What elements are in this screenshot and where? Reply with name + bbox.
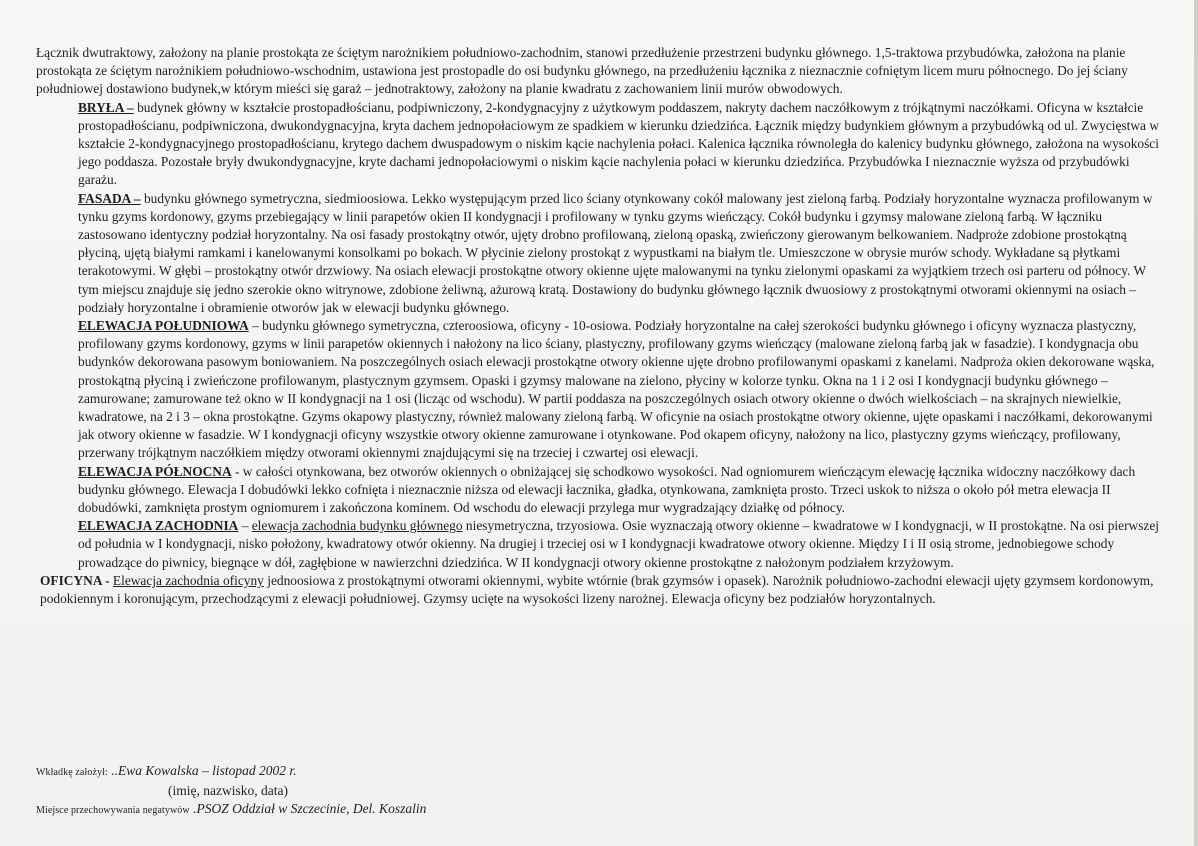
paragraph-oficyna [36,572,1164,608]
paragraph-elewacja-poludniowa [36,317,1164,463]
poludniowa-text: – budynku głównego symetryczna, czteroosiowa, oficyny - 10-osiowa. Podziały horyzontalne na całej szerokości budynku głównego i oficyny wyznacza plastyczny, profilowany gzyms kordonowy, gzyms w linii parapetów okiennych i nałożony na lico ściany, plastyczny, profilowany gzyms wieńczący (malowane zieloną farbą jak w fasadzie). I kondygnacja obu budynków dekorowana pasowym boniowaniem. Na poszczególnych osiach elewacji prostokątne otwory okienne ujęte drobno profilowanymi opaskami z kanelami. Nadproża okien dekorowane wąska, prostokątną płyciną i zwieńczone profilowanym, plastycznym gzymsem. Opaski i gzymsy malowane na zielono, płyciny w kolorze tynku. Okna na 1 i 2 osi I kondygnacji budynku głównego – zamurowane; zamurowane też okno w II kondygnacji na 1 osi (licząc od wschodu). W partii poddasza na poszczególnych osiach otwory okienne o dwóch wielkościach – na skrajnych niewielkie, kwadratowe, na 2 i 3 – okna prostokątne. Gzyms okapowy plastyczny, również malowany zieloną farbą. W oficynie na osiach prostokątne otwory okienne, ujęte opaskami i naczółkami, dekorowanymi jak otwory okienne w fasadzie. W I kondygnacji oficyny wszystkie otwory okienne zamurowane i otynkowane. Pod okapem oficyny, nałożony na lico, plastyczny gzyms wieńczący, profilowany, przerwany trójkątnym naczółkiem między otworami okiennymi znajdującymi się na trzeciej i czwartej osi elewacji. [78,318,1155,461]
zachodnia-underlined: elewacja zachodnia budynku głównego [251,518,463,534]
heading-elewacja-polnocna: ELEWACJA PÓŁNOCNA [78,463,232,479]
storage-label: Miejsce przechowywania negatywów [36,805,190,816]
fasada-text: budynku głównego symetryczna, siedmioosiowa. Lekko występującym przed lico ściany otynkowany cokół malowany jest zieloną farbą. Podziały horyzontalne wyznacza profilowanym w tynku gzyms kordonowy, gzyms przebiegający w linii parapetów okien II kondygnacji i profilowany w tynku gzyms wieńczący. Cokół budynku i gzymsy malowane zieloną farbą. W łączniku zastosowano identyczny podział horyzontalny. Na osi fasady prostokątny otwór, ujęty drobno profilowaną, zieloną opaską, zwieńczony gierowanym belkowaniem. Nadproże zdobione prostokątną płyciną, ujętą białymi ramkami i kanelowanymi konsolkami po bokach. W płycinie zielony prostokąt z wypustkami na białym tle. Umieszczone w obrysie murów schody. Wykładane są płytkami terakotowymi. W głębi – prostokątny otwór drzwiowy. Na osiach elewacji prostokątne otwory okienne ujęte malowanymi na tynku zielonymi opaskami za wyjątkiem trzech osi parteru od północy. W tym miejscu znajduje się jedno szerokie okno witrynowe, zdobione żeliwną, ażurową kratą. Dostawiony do budynku głównego łącznik dwuosiowy z prostokątnymi otworami okiennymi na osiach – podziały horyzontalne i obramienie otworów jak w elewacji budynku głównego. [78,190,1153,315]
paragraph-elewacja-polnocna [36,463,1164,518]
bryla-text: budynek główny w kształcie prostopadłościanu, podpiwniczony, 2-kondygnacyjny z użytkowym poddaszem, nakryty dachem naczółkowym z trójkątnymi naczółkami. Oficyna w kształcie prostopadłościanu, podpiwniczona, dwukondygnacyjna, kryta dachem jednopołaciowym ze spadkiem w kierunku dziedzińca. Łącznik między budynkiem głównym a przybudówką od ul. Zwycięstwa w kształcie 2-kondygnacyjnego prostopadłościanu, krytego dachem dwuspadowym o niskim kącie nachylenia połaci. Kalenica łącznika równoległa do kalenicy budynku głównego, założona na wysokości jego poddasza. Pozostałe bryły dwukondygnacyjne, kryte dachami jednopołaciowymi o niskim kącie nachylenia połaci w kierunku dziedzińca. Przybudówka I nieznacznie wyższa od przybudówki garażu. [78,99,1159,188]
document-body [36,44,1164,608]
heading-elewacja-zachodnia: ELEWACJA ZACHODNIA [78,518,239,534]
zachodnia-dash: – [238,518,252,534]
heading-elewacja-poludniowa: ELEWACJA POŁUDNIOWA [78,318,249,334]
author-value: ..Ewa Kowalska – listopad 2002 r. [107,763,297,778]
polnocna-text: - w całości otynkowana, bez otworów okiennych o obniżającej się schodkowo wysokości. Nad ogniomurem wieńczącym elewację łącznika widoczny naczółkowy dach budynku głównego. Elewacja I dobudówki lekko cofnięta i nieznacznie niższa od elewacji łacznika, gładka, otynkowana, zamknięta prosto. Trzeci uskok to niższa o około pół metra elewacja II dobudówki, zamknięta prostym ogniomurem i zakończona kominem. Od wschodu do elewacji przylega mur wygradzający działkę od północy. [78,463,1136,516]
heading-bryla: BRYŁA – [78,99,134,115]
storage-value: .PSOZ Oddział w Szczecinie, Del. Koszalin [189,801,427,816]
oficyna-text: jednoosiowa z prostokątnymi otworami okiennymi, wybite wtórnie (brak gzymsów i opasek). Narożnik południowo-zachodni elewacji ujęty gzymsem kordonowym, podokiennym i koronującym, przechodzącymi z elewacji południowej. Gzymsy ucięte na wysokości lizeny narożnej. Elewacja oficyny bez podziałów horyzontalnych. [40,572,1154,607]
storage-line [36,800,936,820]
author-label: Wkładkę założył: [36,767,108,778]
paragraph-bryla [36,99,1164,190]
document-footer [36,762,936,820]
author-hint: (imię, nazwisko, data) [168,783,288,798]
paragraph-intro [36,44,1164,99]
author-line [36,762,936,782]
intro-text: Łącznik dwutraktowy, założony na planie prostokąta ze ściętym narożnikiem południowo-zachodnim, stanowi przedłużenie przestrzeni budynku głównego. 1,5-traktowa przybudówka, założona na planie prostokąta ze ściętym narożnikiem południowo-wschodnim, ustawiona jest prostopadle do osi budynku głównego, na przedłużeniu łącznika z nieznacznie cofniętym licem muru północnego. Do jej ściany południowej dostawiono budynek,w którym mieści się garaż – jednotraktowy, założony na planie kwadratu z zachowaniem linii murów obwodowych. [36,45,1128,97]
scan-edge [1194,0,1198,846]
oficyna-underlined: Elewacja zachodnia oficyny [112,572,264,588]
heading-fasada: FASADA – [78,190,141,206]
zachodnia-text: niesymetryczna, trzyosiowa. Osie wyznaczają otwory okienne – kwadratowe w I kondygnacji, w II prostokątne. Na osi pierwszej od południa w I kondygnacji, nisko położony, kwadratowy otwór okienny. Na drugiej i trzeciej osi w I kondygnacji kwadratowe otwory okienne. Między I i II osią strome, jednobiegowe schody prowadzące do piwnicy, biegnące w dół, zagłębione w nawierzchni dziedzińca. W II kondygnacji otwory okienne prostokątne z nałożonym podziałem krzyżowym. [78,518,1160,570]
paragraph-elewacja-zachodnia [36,517,1164,572]
paragraph-fasada [36,190,1164,317]
heading-oficyna: OFICYNA - [40,572,110,588]
